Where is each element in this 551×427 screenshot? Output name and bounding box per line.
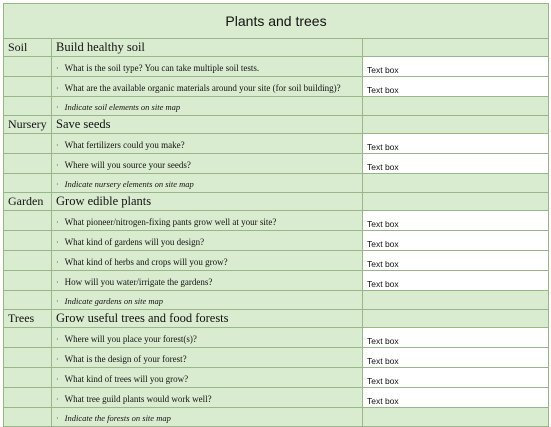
- bullet-icon: ·: [56, 160, 59, 170]
- question-spacer-cell: [4, 134, 52, 154]
- question-text: What kind of gardens will you design?: [64, 236, 205, 247]
- section-header-soil: [4, 39, 549, 57]
- question-spacer-cell: [4, 368, 52, 388]
- question-text: Where will you source your seeds?: [64, 159, 191, 170]
- section-label: Trees: [4, 310, 52, 328]
- answer-text-box[interactable]: Text box: [363, 211, 549, 231]
- section-header-trees: [4, 310, 549, 328]
- section-label: Nursery: [4, 116, 52, 134]
- question-text: What pioneer/nitrogen-fixing pants grow well at your site?: [64, 216, 277, 227]
- section-header-answer-cell: [363, 116, 549, 134]
- section-header-answer-cell: [363, 39, 549, 57]
- bullet-icon: ·: [56, 237, 59, 247]
- section-heading: Save seeds: [52, 116, 363, 134]
- question-spacer-cell: [4, 328, 52, 348]
- question-row: [4, 271, 549, 291]
- question-cell: [52, 231, 363, 251]
- section-label: Garden: [4, 193, 52, 211]
- question-cell: [52, 328, 363, 348]
- note-cell: [52, 408, 363, 427]
- answer-text-box[interactable]: Text box: [363, 388, 549, 408]
- note-cell: [52, 291, 363, 310]
- answer-text-box[interactable]: Text box: [363, 368, 549, 388]
- bullet-icon: ·: [56, 414, 59, 423]
- answer-text-box[interactable]: Text box: [363, 134, 549, 154]
- question-row: [4, 251, 549, 271]
- bullet-icon: ·: [56, 257, 59, 267]
- answer-text-box[interactable]: Text box: [363, 271, 549, 291]
- note-text: Indicate gardens on site map: [64, 296, 164, 306]
- note-text: Indicate nursery elements on site map: [64, 179, 194, 189]
- question-spacer-cell: [4, 271, 52, 291]
- question-row: [4, 57, 549, 77]
- question-cell: [52, 57, 363, 77]
- bullet-icon: ·: [56, 83, 59, 93]
- question-spacer-cell: [4, 231, 52, 251]
- question-text: Where will you place your forest(s)?: [64, 333, 197, 344]
- question-cell: [52, 388, 363, 408]
- note-row: [4, 408, 549, 427]
- question-row: [4, 231, 549, 251]
- question-text: What kind of trees will you grow?: [64, 373, 189, 384]
- question-row: [4, 388, 549, 408]
- note-row: [4, 97, 549, 116]
- section-heading: Build healthy soil: [52, 39, 363, 57]
- question-text: How will you water/irrigate the gardens?: [64, 276, 213, 287]
- planning-table: [3, 3, 549, 427]
- bullet-icon: ·: [56, 334, 59, 344]
- note-spacer-cell: [4, 408, 52, 427]
- question-cell: [52, 134, 363, 154]
- section-header-nursery: [4, 116, 549, 134]
- note-answer-cell: [363, 174, 549, 193]
- question-cell: [52, 251, 363, 271]
- section-heading: Grow edible plants: [52, 193, 363, 211]
- bullet-icon: ·: [56, 354, 59, 364]
- question-cell: [52, 154, 363, 174]
- question-spacer-cell: [4, 388, 52, 408]
- title-row: [4, 4, 549, 39]
- note-spacer-cell: [4, 174, 52, 193]
- bullet-icon: ·: [56, 277, 59, 287]
- note-text: Indicate soil elements on site map: [64, 102, 181, 112]
- note-row: [4, 174, 549, 193]
- section-label: Soil: [4, 39, 52, 57]
- note-spacer-cell: [4, 97, 52, 116]
- bullet-icon: ·: [56, 394, 59, 404]
- answer-text-box[interactable]: Text box: [363, 251, 549, 271]
- note-answer-cell: [363, 291, 549, 310]
- question-spacer-cell: [4, 211, 52, 231]
- answer-text-box[interactable]: Text box: [363, 57, 549, 77]
- bullet-icon: ·: [56, 103, 59, 112]
- note-row: [4, 291, 549, 310]
- question-cell: [52, 77, 363, 97]
- note-spacer-cell: [4, 291, 52, 310]
- question-text: What fertilizers could you make?: [64, 139, 185, 150]
- question-cell: [52, 348, 363, 368]
- note-cell: [52, 97, 363, 116]
- question-text: What is the soil type? You can take multiple soil tests.: [64, 62, 260, 73]
- page-title: Plants and trees: [4, 4, 549, 39]
- section-header-answer-cell: [363, 310, 549, 328]
- question-cell: [52, 368, 363, 388]
- answer-text-box[interactable]: Text box: [363, 328, 549, 348]
- answer-text-box[interactable]: Text box: [363, 348, 549, 368]
- bullet-icon: ·: [56, 63, 59, 73]
- note-cell: [52, 174, 363, 193]
- question-row: [4, 77, 549, 97]
- question-cell: [52, 271, 363, 291]
- question-spacer-cell: [4, 77, 52, 97]
- answer-text-box[interactable]: Text box: [363, 154, 549, 174]
- question-text: What kind of herbs and crops will you grow?: [64, 256, 228, 267]
- note-answer-cell: [363, 408, 549, 427]
- section-heading: Grow useful trees and food forests: [52, 310, 363, 328]
- answer-text-box[interactable]: Text box: [363, 231, 549, 251]
- answer-text-box[interactable]: Text box: [363, 77, 549, 97]
- bullet-icon: ·: [56, 297, 59, 306]
- question-text: What is the design of your forest?: [64, 353, 187, 364]
- section-header-garden: [4, 193, 549, 211]
- question-row: [4, 348, 549, 368]
- question-row: [4, 211, 549, 231]
- bullet-icon: ·: [56, 374, 59, 384]
- question-row: [4, 134, 549, 154]
- section-header-answer-cell: [363, 193, 549, 211]
- question-text: What tree guild plants would work well?: [64, 393, 212, 404]
- question-spacer-cell: [4, 348, 52, 368]
- question-spacer-cell: [4, 154, 52, 174]
- question-text: What are the available organic materials around your site (for soil building)?: [64, 82, 341, 93]
- question-spacer-cell: [4, 57, 52, 77]
- bullet-icon: ·: [56, 180, 59, 189]
- bullet-icon: ·: [56, 217, 59, 227]
- note-text: Indicate the forests on site map: [64, 413, 171, 423]
- question-row: [4, 368, 549, 388]
- bullet-icon: ·: [56, 140, 59, 150]
- note-answer-cell: [363, 97, 549, 116]
- question-row: [4, 328, 549, 348]
- question-spacer-cell: [4, 251, 52, 271]
- question-cell: [52, 211, 363, 231]
- question-row: [4, 154, 549, 174]
